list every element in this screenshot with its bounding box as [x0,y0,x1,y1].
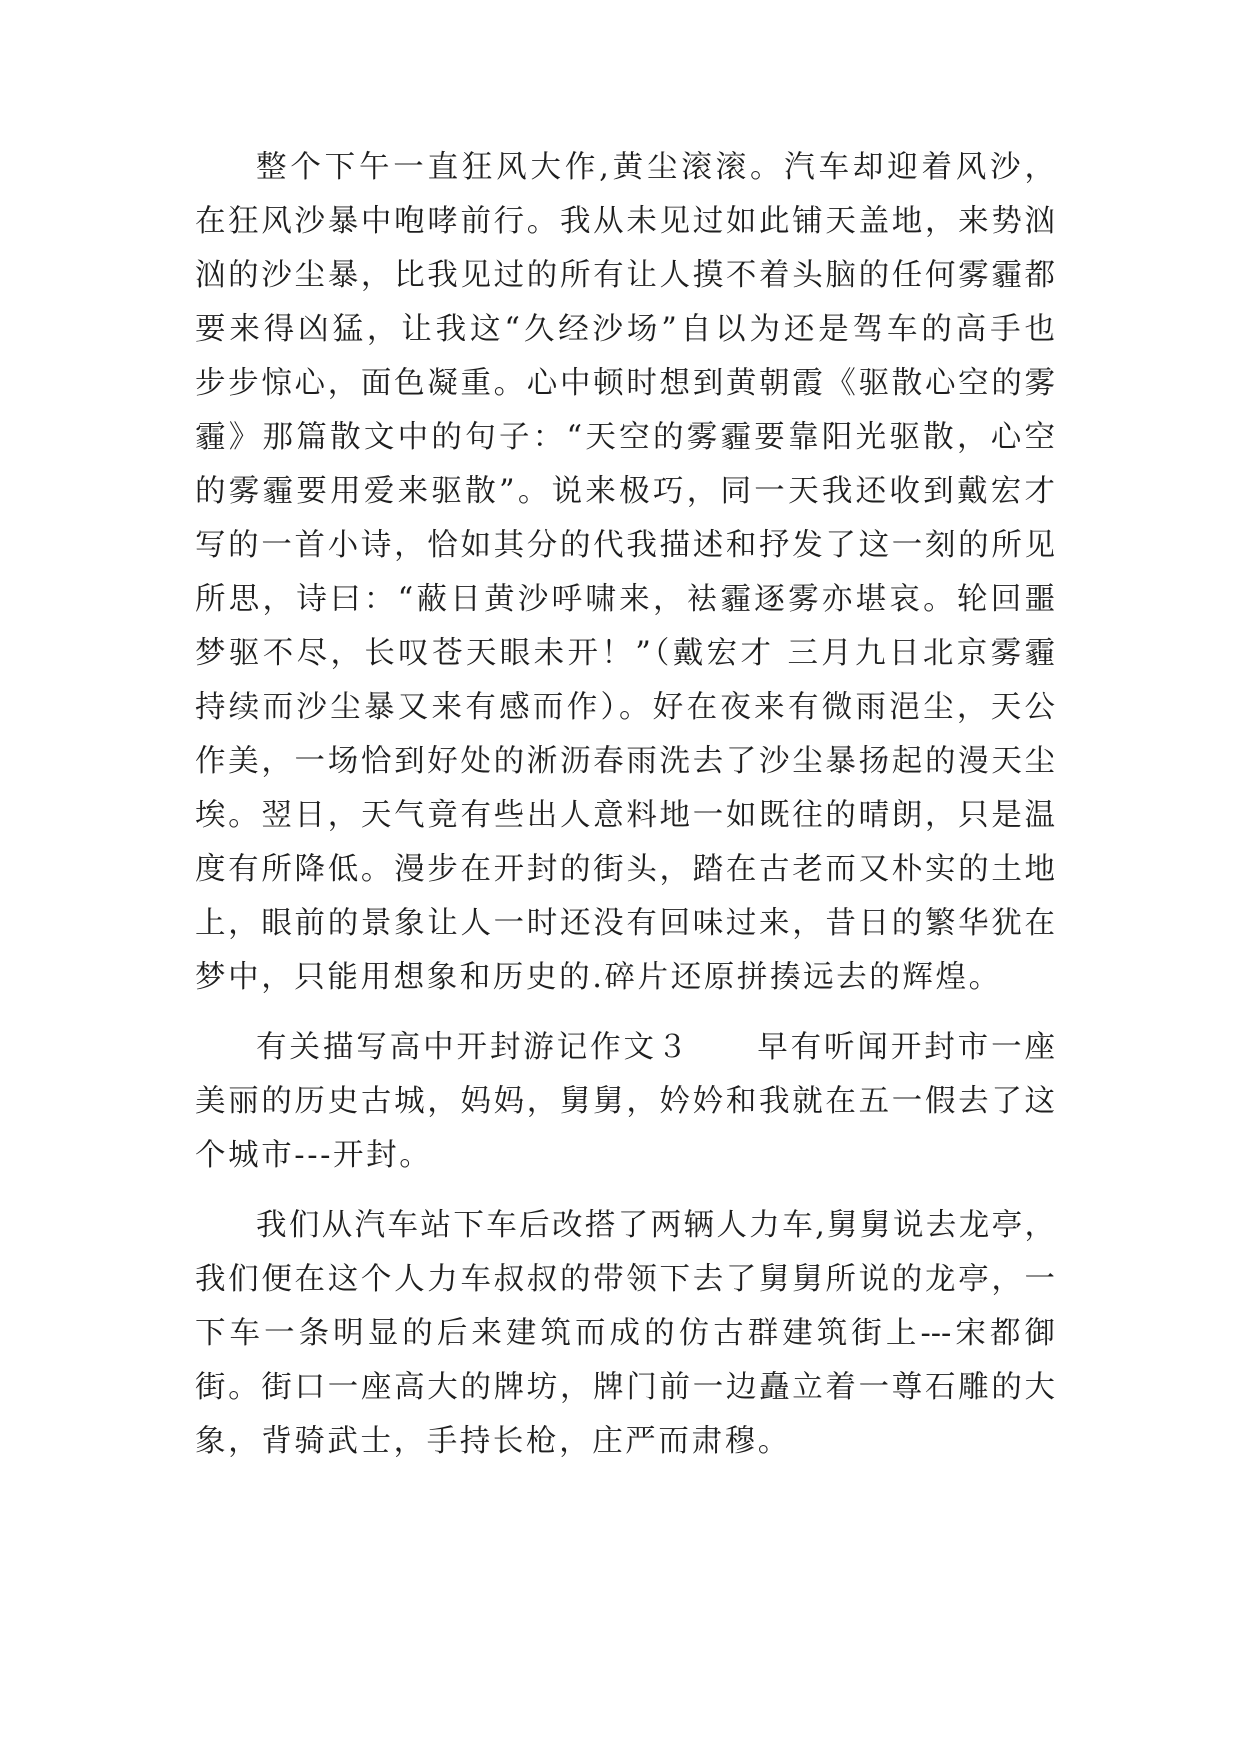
text-line: 个城市---开封。 [195,1138,433,1173]
text-line: 度有所降低。漫步在开封的街头，踏在古老而又朴实的土地 [195,852,1055,887]
text-line: 要来得凶猛，让我这“久经沙场”自以为还是驾车的高手也 [195,312,1055,347]
text-line: 我们便在这个人力车叔叔的带领下去了舅舅所说的龙亭，一 [195,1262,1055,1297]
text-line: 埃。翌日，天气竟有些出人意料地一如既往的晴朗，只是温 [195,798,1055,833]
text-line: 持续而沙尘暴又来有感而作）。好在夜来有微雨浥尘，天公 [195,690,1055,725]
text-line: 写的一首小诗，恰如其分的代我描述和抒发了这一刻的所见 [195,528,1055,563]
text-line: 梦驱不尽，长叹苍天眼未开！”（戴宏才 三月九日北京雾霾 [195,636,1055,671]
text-line: 汹的沙尘暴，比我见过的所有让人摸不着头脑的任何雾霾都 [195,258,1055,293]
text-line: 步步惊心，面色凝重。心中顿时想到黄朝霞《驱散心空的雾 [195,366,1055,401]
text-line: 梦中，只能用想象和历史的.碎片还原拼揍远去的辉煌。 [195,960,1002,995]
text-line: 象，背骑武士，手持长枪，庄严而肃穆。 [195,1424,791,1459]
text-line: 作美，一场恰到好处的淅沥春雨洗去了沙尘暴扬起的漫天尘 [195,744,1055,779]
text-line: 在狂风沙暴中咆哮前行。我从未见过如此铺天盖地，来势汹 [195,204,1055,239]
text-line: 下车一条明显的后来建筑而成的仿古群建筑街上---宋都御 [195,1316,1055,1351]
text-line: 所思，诗曰：“蔽日黄沙呼啸来，袪霾逐雾亦堪哀。轮回噩 [195,582,1055,617]
text-line: 上，眼前的景象让人一时还没有回味过来，昔日的繁华犹在 [195,906,1055,941]
text-line: 我们从汽车站下车后改搭了两辆人力车,舅舅说去龙亭， [256,1208,1055,1243]
text-line: 霾》那篇散文中的句子：“天空的雾霾要靠阳光驱散，心空 [195,420,1055,455]
text-line: 美丽的历史古城，妈妈，舅舅，妗妗和我就在五一假去了这 [195,1084,1055,1119]
text-line: 整个下午一直狂风大作,黄尘滚滚。汽车却迎着风沙， [256,150,1055,185]
text-line: 的雾霾要用爱来驱散”。说来极巧，同一天我还收到戴宏才 [195,474,1055,509]
text-line: 有关描写高中开封游记作文３ 早有听闻开封市一座 [256,1030,1055,1065]
text-line: 街。街口一座高大的牌坊，牌门前一边矗立着一尊石雕的大 [195,1370,1055,1405]
